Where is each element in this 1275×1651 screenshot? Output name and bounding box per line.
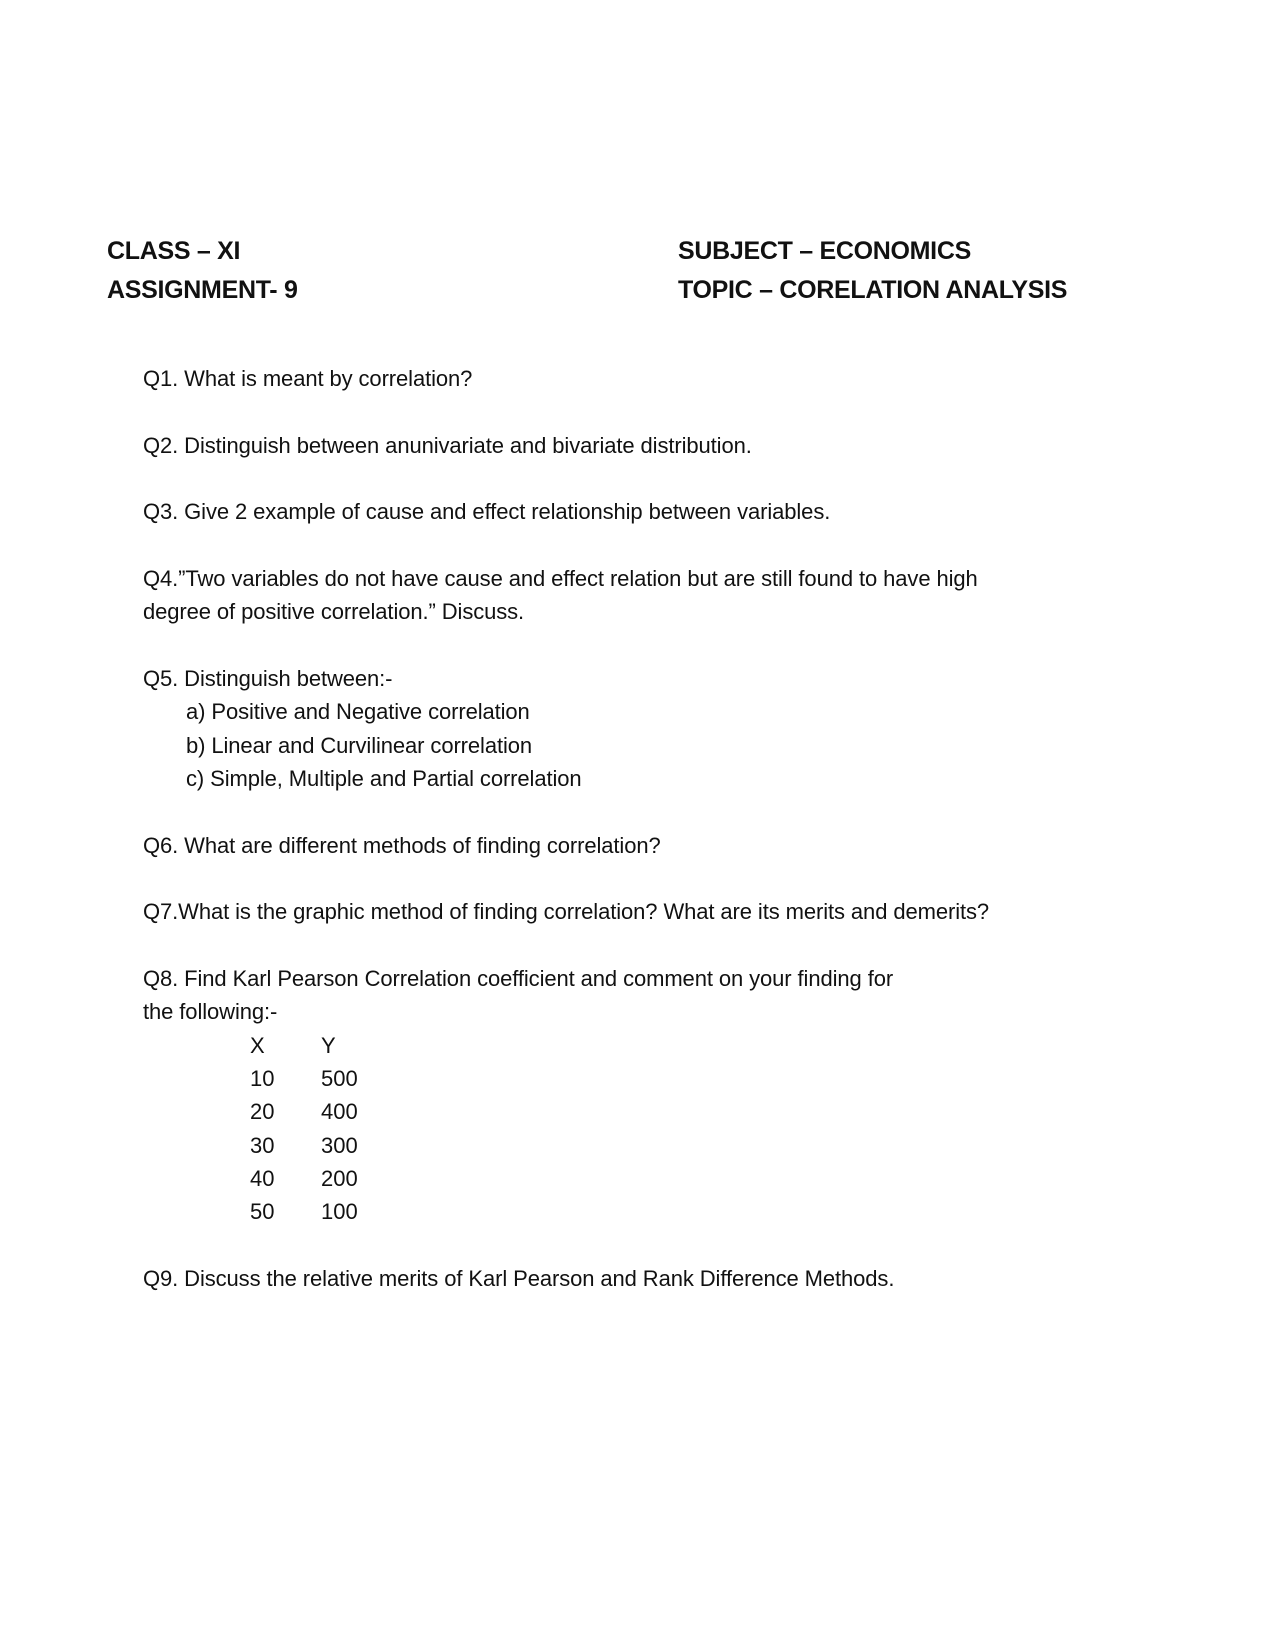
table-cell-y: 500	[321, 1066, 358, 1091]
question-2: Q2. Distinguish between anunivariate and bivariate distribution.	[143, 433, 752, 458]
table-cell-y: 300	[321, 1133, 358, 1158]
table-header-x: X	[250, 1033, 265, 1058]
question-5-option-a: a) Positive and Negative correlation	[186, 699, 530, 724]
question-8-line-1: Q8. Find Karl Pearson Correlation coefficient and comment on your finding for	[143, 966, 894, 991]
assignment-label: ASSIGNMENT- 9	[107, 276, 298, 304]
subject-label: SUBJECT – ECONOMICS	[678, 237, 971, 265]
question-7: Q7.What is the graphic method of finding correlation? What are its merits and demerits?	[143, 899, 990, 924]
table-cell-x: 50	[250, 1199, 275, 1224]
topic-label: TOPIC – CORELATION ANALYSIS	[678, 276, 1068, 304]
class-label: CLASS – XI	[107, 237, 241, 265]
table-cell-x: 10	[250, 1066, 275, 1091]
question-5: Q5. Distinguish between:-	[143, 666, 393, 691]
question-4-line-1: Q4.”Two variables do not have cause and effect relation but are still found to have high	[143, 566, 978, 591]
table-header-y: Y	[321, 1033, 336, 1058]
table-cell-y: 400	[321, 1099, 358, 1124]
question-8-line-2: the following:-	[143, 999, 278, 1024]
table-cell-y: 100	[321, 1199, 358, 1224]
table-cell-x: 40	[250, 1166, 275, 1191]
question-6: Q6. What are different methods of finding correlation?	[143, 833, 661, 858]
table-cell-x: 20	[250, 1099, 275, 1124]
question-1: Q1. What is meant by correlation?	[143, 366, 473, 391]
question-5-option-b: b) Linear and Curvilinear correlation	[186, 733, 533, 758]
question-3: Q3. Give 2 example of cause and effect relationship between variables.	[143, 499, 831, 524]
question-9: Q9. Discuss the relative merits of Karl Pearson and Rank Difference Methods.	[143, 1266, 895, 1291]
table-cell-x: 30	[250, 1133, 275, 1158]
table-cell-y: 200	[321, 1166, 358, 1191]
question-4-line-2: degree of positive correlation.” Discuss.	[143, 599, 525, 624]
question-5-option-c: c) Simple, Multiple and Partial correlation	[186, 766, 582, 791]
